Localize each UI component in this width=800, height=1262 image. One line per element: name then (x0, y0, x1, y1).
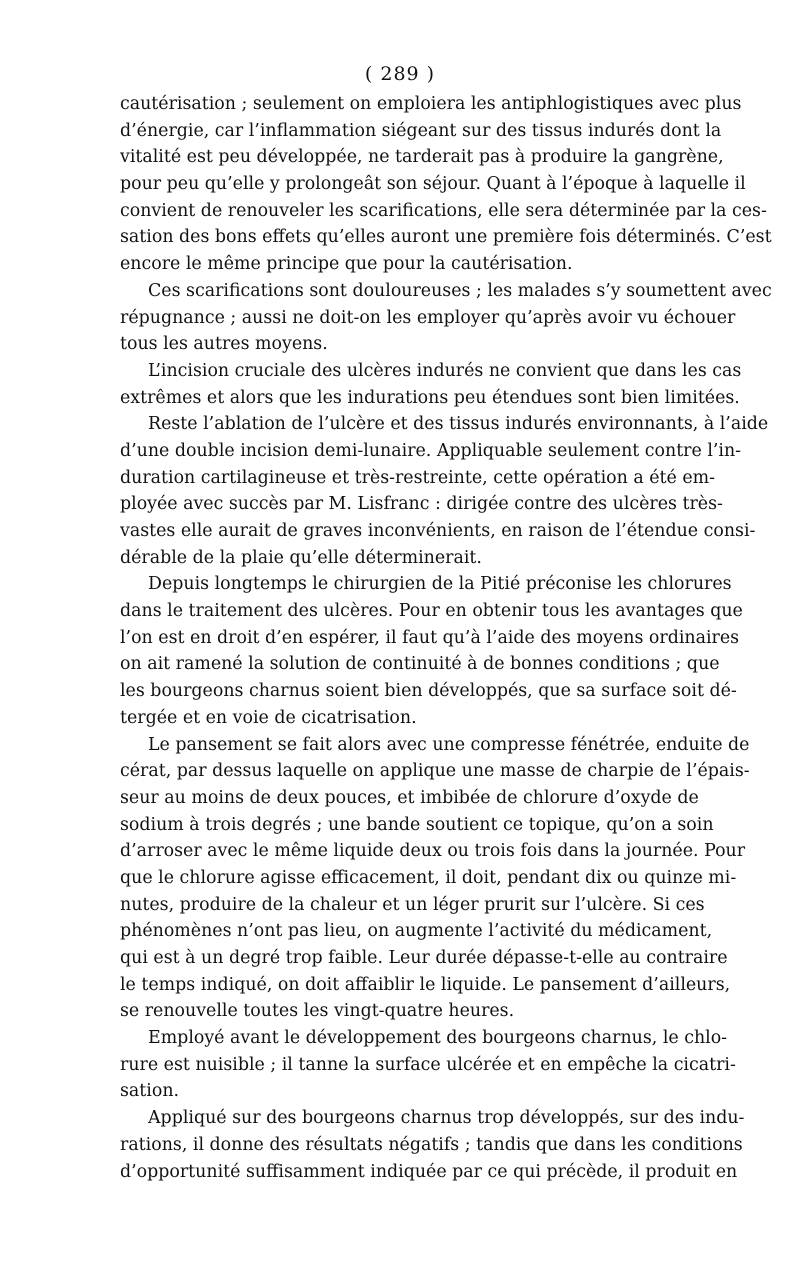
text-line: dans le traitement des ulcères. Pour en obtenir tous les avantages que (120, 601, 743, 622)
text-line: Reste l’ablation de l’ulcère et des tissus indurés environnants, à l’aide (148, 414, 769, 435)
text-line: rure est nuisible ; il tanne la surface ulcérée et en empêche la cicatri- (120, 1054, 736, 1075)
text-line: phénomènes n’ont pas lieu, on augmente l’activité du médicament, (120, 921, 713, 942)
text-line: Appliqué sur des bourgeons charnus trop développés, sur des indu- (148, 1108, 745, 1129)
text-line: l’on est en droit d’en espérer, il faut qu’à l’aide des moyens ordinaires (120, 627, 740, 648)
text-line: ployée avec succès par M. Lisfranc : dirigée contre des ulcères très- (120, 494, 723, 515)
text-line: tous les autres moyens. (120, 334, 328, 355)
text-line: encore le même principe que pour la cautérisation. (120, 254, 573, 275)
text-line: Employé avant le développement des bourgeons charnus, le chlo- (148, 1028, 728, 1049)
text-line: cérat, par dessus laquelle on applique une masse de charpie de l’épais- (120, 761, 750, 782)
text-line: nutes, produire de la chaleur et un léger prurit sur l’ulcère. Si ces (120, 894, 705, 915)
text-line: les bourgeons charnus soient bien développés, que sa surface soit dé- (120, 681, 737, 702)
text-line: pour peu qu’elle y prolongeât son séjour. Quant à l’époque à laquelle il (120, 174, 746, 195)
text-line: Le pansement se fait alors avec une compresse fénétrée, enduite de (148, 734, 750, 755)
text-line: qui est à un degré trop faible. Leur durée dépasse-t-elle au contraire (120, 948, 728, 968)
text-line: vastes elle aurait de graves inconvénients, en raison de l’étendue consi- (120, 521, 756, 541)
text-line: on ait ramené la solution de continuité à de bonnes conditions ; que (120, 654, 720, 675)
text-line: duration cartilagineuse et très-restreinte, cette opération a été em- (120, 467, 716, 488)
text-line: rations, il donne des résultats négatifs ; tandis que dans les conditions (120, 1134, 743, 1155)
paragraph (120, 1105, 745, 1185)
text-line: se renouvelle toutes les vingt-quatre heures. (120, 1001, 515, 1022)
paragraph (120, 411, 769, 571)
text-line: que le chlorure agisse efficacement, il doit, pendant dix ou quinze mi- (120, 867, 737, 888)
text-line: convient de renouveler les scarifications, elle sera déterminée par la ces- (120, 200, 767, 221)
paragraph (120, 91, 772, 278)
text-line: répugnance ; aussi ne doit-on les employer qu’après avoir vu échouer (120, 307, 736, 328)
body-text (120, 91, 772, 1185)
text-line: d’arroser avec le même liquide deux ou trois fois dans la journée. Pour (120, 841, 746, 862)
paragraph (120, 1025, 736, 1105)
paragraph (120, 358, 742, 411)
paragraph (120, 571, 743, 731)
text-line: Depuis longtemps le chirurgien de la Pitié préconise les chlorures (148, 574, 732, 595)
text-line: d’énergie, car l’inflammation siégeant sur des tissus indurés dont la (120, 120, 722, 141)
paragraph (120, 278, 772, 358)
text-line: sodium à trois degrés ; une bande soutient ce topique, qu’on a soin (120, 814, 714, 835)
text-line: dérable de la plaie qu’elle déterminerait. (120, 547, 482, 568)
text-line: sation. (120, 1081, 180, 1102)
text-line: Ces scarifications sont douloureuses ; les malades s’y soumettent avec (148, 280, 772, 301)
text-line: le temps indiqué, on doit affaiblir le liquide. Le pansement d’ailleurs, (120, 974, 731, 995)
text-line: tergée et en voie de cicatrisation. (120, 707, 417, 728)
paragraph (120, 732, 750, 1026)
text-line: vitalité est peu développée, ne tarderait pas à produire la gangrène, (120, 147, 724, 168)
text-line: sation des bons effets qu’elles auront une première fois déterminés. C’est (120, 227, 772, 248)
text-line: L’incision cruciale des ulcères indurés ne convient que dans les cas (148, 360, 742, 381)
text-line: d’opportunité suffisamment indiquée par ce qui précède, il produit en (120, 1161, 738, 1182)
page-number: ( 289 ) (364, 63, 436, 85)
text-line: extrêmes et alors que les indurations peu étendues sont bien limitées. (120, 387, 740, 408)
text-line: cautérisation ; seulement on emploiera les antiphlogistiques avec plus (120, 94, 742, 114)
text-line: seur au moins de deux pouces, et imbibée de chlorure d’oxyde de (120, 787, 699, 808)
text-line: d’une double incision demi-lunaire. Appliquable seulement contre l’in- (120, 440, 742, 461)
